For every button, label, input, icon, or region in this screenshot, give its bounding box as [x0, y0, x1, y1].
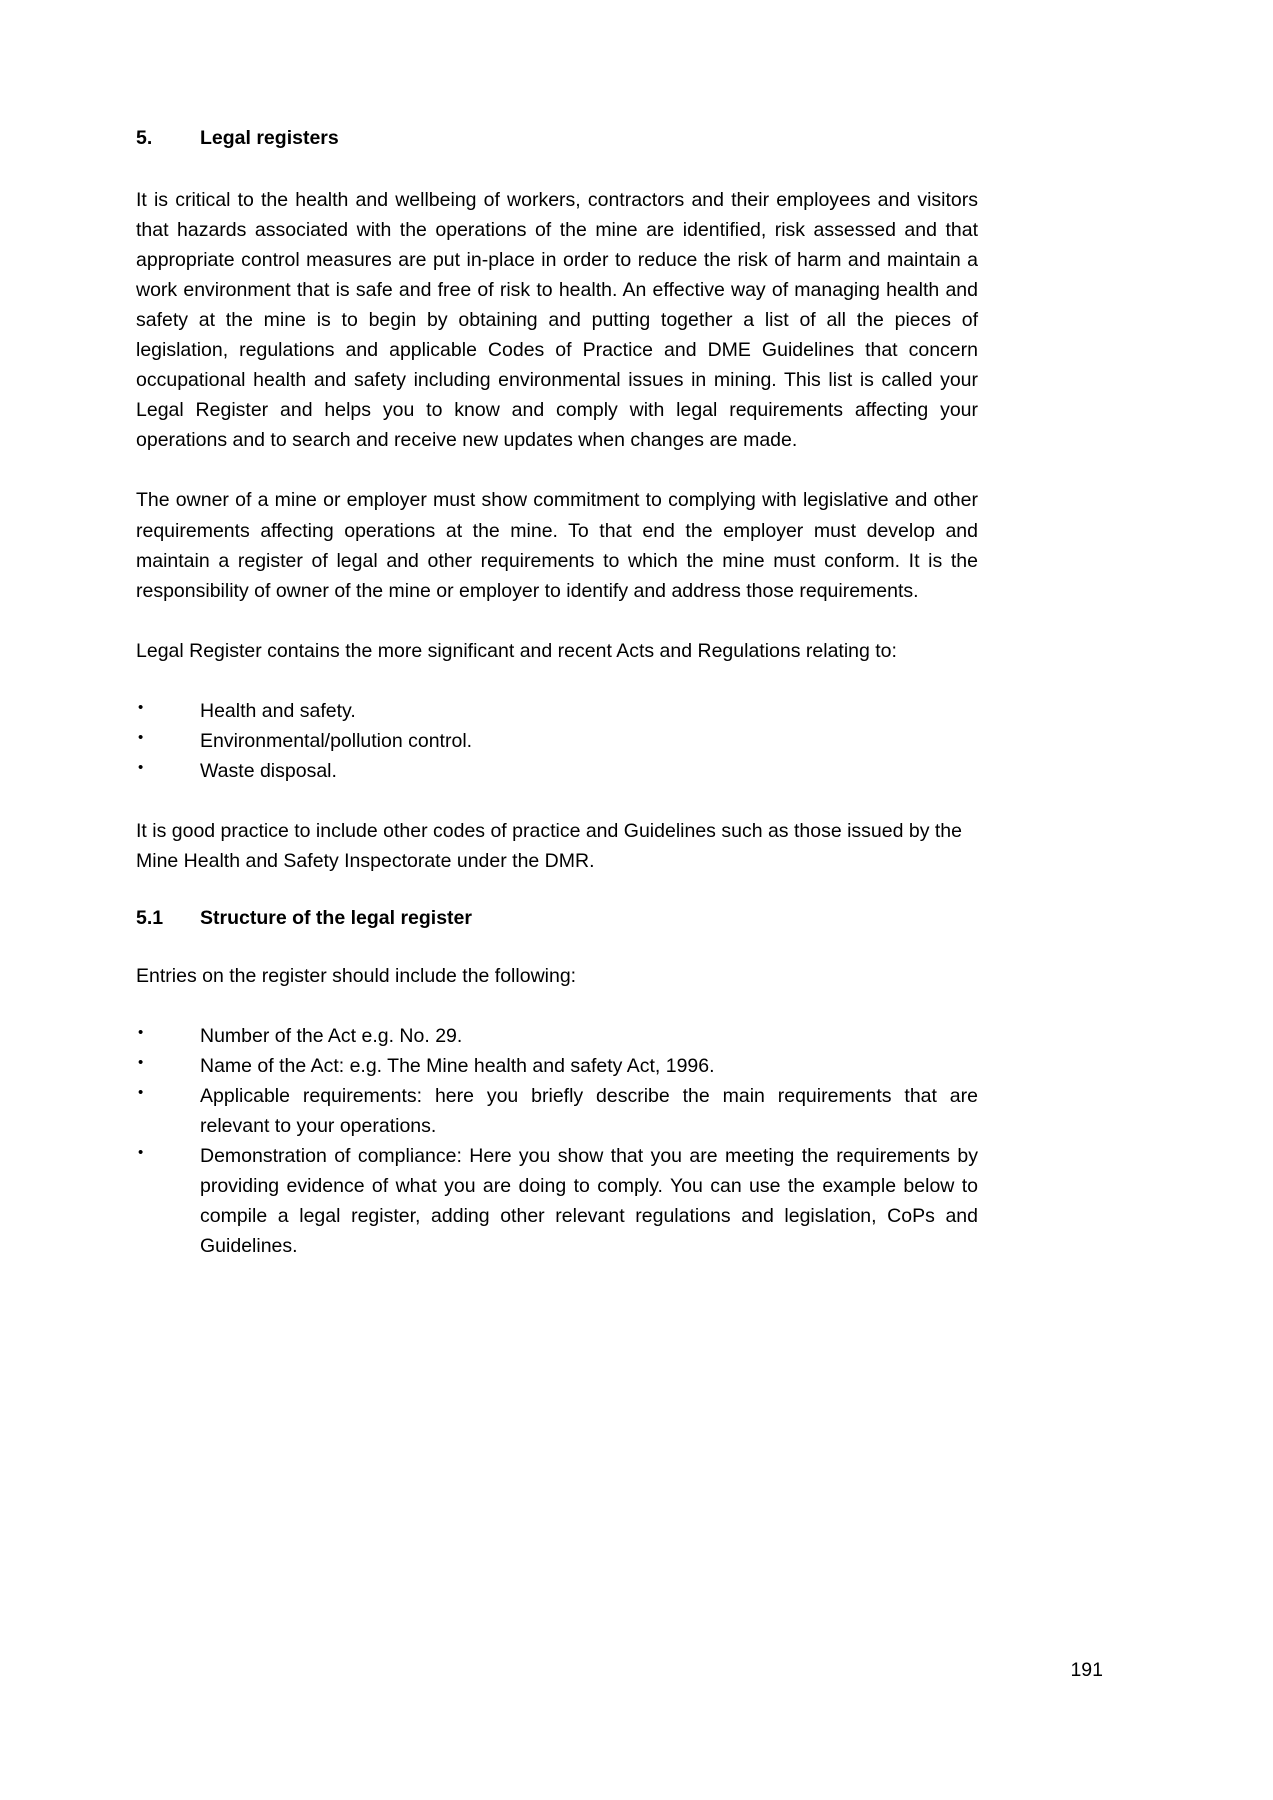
list-item-label: Number of the Act e.g. No. 29. — [200, 1025, 463, 1047]
paragraph-intro: It is critical to the health and wellbeing of workers, contractors and their employees and visitors that hazards associated with the operations of the mine are identified, risk assessed and that appropriate control measures are put in-place in order to reduce the risk of harm and maintain a work environment that is safe and free of risk to health. An effective way of managing health and safety at the mine is to begin by obtaining and putting together a list of all the pieces of legislation, regulations and applicable Codes of Practice and DME Guidelines that concern occupational health and safety including environmental issues in mining. This list is called your Legal Register and helps you to know and comply with legal requirements affecting your operations and to search and receive new updates when changes are made. — [136, 189, 978, 452]
subsection-number: 5.1 — [136, 906, 164, 929]
list-item-label: Health and safety. — [200, 699, 356, 722]
bullet-icon: • — [138, 698, 144, 716]
section-heading — [136, 126, 978, 151]
subsection-title: Structure of the legal register — [200, 906, 472, 929]
list-item-label: Environmental/pollution control. — [200, 729, 473, 752]
spacer — [136, 991, 978, 1021]
subsection-heading — [136, 906, 978, 931]
bullet-icon: • — [138, 1054, 144, 1072]
list-item-label: Waste disposal. — [200, 759, 337, 782]
list-register-topics — [136, 696, 978, 786]
page-content — [136, 126, 978, 1261]
list-item — [136, 1141, 978, 1261]
spacer — [136, 606, 978, 636]
list-item — [136, 1021, 978, 1051]
bullet-icon: • — [138, 1144, 144, 1162]
list-item — [136, 696, 978, 726]
bullet-icon: • — [138, 758, 144, 776]
spacer — [136, 151, 978, 185]
spacer — [136, 455, 978, 485]
bullet-icon: • — [138, 1084, 144, 1102]
section-number: 5. — [136, 127, 153, 149]
paragraph-entries-intro: Entries on the register should include the following: — [136, 964, 577, 987]
section-title: Legal registers — [200, 127, 339, 149]
list-item-label: Name of the Act: e.g. The Mine health and safety Act, 1996. — [200, 1055, 715, 1078]
list-register-entries — [136, 1021, 978, 1261]
bullet-icon: • — [138, 1024, 144, 1041]
spacer — [136, 786, 978, 816]
bullet-icon: • — [138, 728, 144, 746]
list-item — [136, 726, 978, 756]
paragraph-register-contains: Legal Register contains the more significant and recent Acts and Regulations relating to: — [136, 639, 897, 662]
list-item-label: Demonstration of compliance: Here you show that you are meeting the requirements by providing evidence of what you are doing to comply. You can use the example below to compile a legal register, adding other relevant regulations and legislation, CoPs and Guidelines. — [200, 1145, 978, 1258]
spacer — [136, 666, 978, 696]
list-item — [136, 1081, 978, 1141]
spacer — [136, 931, 978, 961]
spacer — [136, 876, 978, 906]
list-item — [136, 1051, 978, 1081]
list-item-label: Applicable requirements: here you briefly describe the main requirements that are relevant to your operations. — [200, 1085, 978, 1138]
paragraph-good-practice: It is good practice to include other codes of practice and Guidelines such as those issued by the Mine Health and Safety Inspectorate under the DMR. — [136, 819, 962, 872]
page-number: 191 — [1070, 1658, 1103, 1681]
list-item — [136, 756, 978, 786]
paragraph-owner-commitment: The owner of a mine or employer must show commitment to complying with legislative and other requirements affecting operations at the mine. To that end the employer must develop and maintain a register of legal and other requirements to which the mine must conform. It is the responsibility of owner of the mine or employer to identify and address those requirements. — [136, 489, 978, 602]
